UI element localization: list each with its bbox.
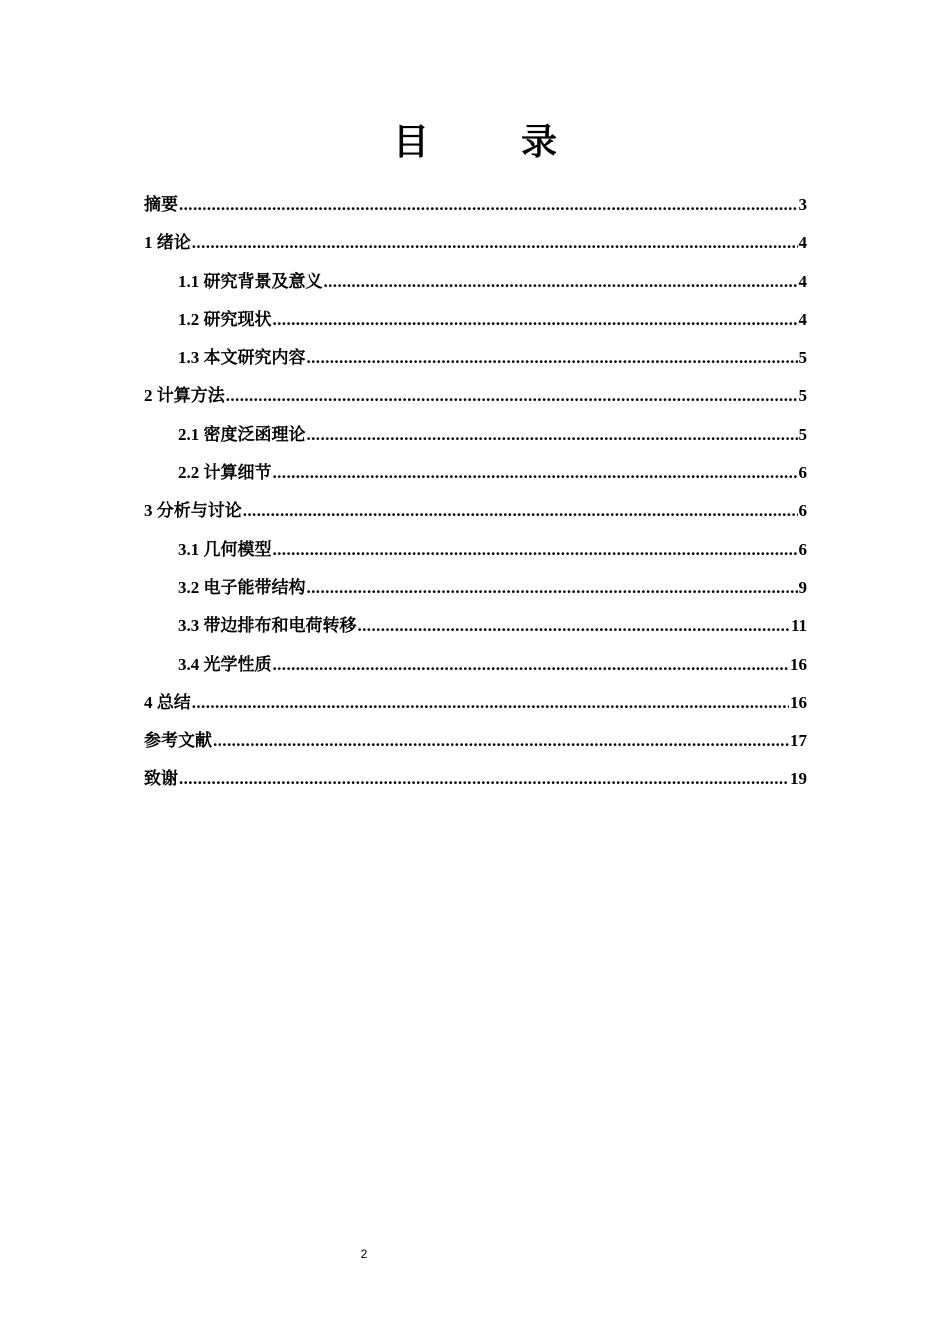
toc-entry[interactable] xyxy=(144,458,807,496)
toc-entry-label: 1 绪论 xyxy=(144,233,191,253)
toc-entry-label: 摘要 xyxy=(144,195,178,214)
toc-entry[interactable] xyxy=(144,496,807,534)
toc-entry-label: 2.2 计算细节 xyxy=(178,463,272,483)
toc-entry-page: 6 xyxy=(798,539,807,559)
toc-dot-leader xyxy=(358,616,790,636)
toc-entry-page: 3 xyxy=(798,195,807,214)
toc-dot-leader xyxy=(179,769,789,789)
toc-dot-leader xyxy=(226,386,798,406)
toc-entry[interactable] xyxy=(144,535,807,573)
toc-entry[interactable] xyxy=(144,228,807,266)
toc-entry[interactable] xyxy=(144,611,807,649)
toc-dot-leader xyxy=(192,693,789,713)
toc-entry-page: 4 xyxy=(798,271,807,291)
toc-entry-label: 参考文献 xyxy=(144,731,212,751)
toc-dot-leader xyxy=(307,578,798,598)
toc-dot-leader xyxy=(213,731,789,751)
toc-entry-page: 16 xyxy=(790,692,807,712)
toc-dot-leader xyxy=(307,425,798,445)
toc-entry-label: 3 分析与讨论 xyxy=(144,501,242,521)
toc-dot-leader xyxy=(273,540,798,560)
toc-dot-leader xyxy=(273,463,798,483)
toc-entry[interactable] xyxy=(144,343,807,381)
toc-entry-page: 4 xyxy=(798,233,807,253)
toc-dot-leader xyxy=(273,310,798,330)
toc-entry[interactable] xyxy=(144,573,807,611)
toc-dot-leader xyxy=(324,272,798,292)
toc-dot-leader xyxy=(179,195,798,215)
toc-entry-page: 11 xyxy=(790,616,807,636)
toc-entry[interactable] xyxy=(144,650,807,688)
toc-dot-leader xyxy=(307,348,798,368)
toc-entry-page: 5 xyxy=(798,424,807,444)
toc-entry-page: 6 xyxy=(798,501,807,521)
toc-entry-page: 17 xyxy=(790,731,807,751)
toc-entry-label: 4 总结 xyxy=(144,692,191,712)
toc-entry-page: 4 xyxy=(798,309,807,329)
toc-dot-leader xyxy=(243,501,798,521)
toc-entry-label: 3.1 几何模型 xyxy=(178,539,272,559)
toc-entry-label: 1.2 研究现状 xyxy=(178,309,272,329)
toc-entry-page: 5 xyxy=(798,348,807,368)
toc-entry-label: 2 计算方法 xyxy=(144,386,225,406)
page-number: 2 xyxy=(360,1247,368,1261)
toc-entry[interactable] xyxy=(144,190,807,228)
toc-entry[interactable] xyxy=(144,420,807,458)
toc-entry-label: 3.4 光学性质 xyxy=(178,654,272,674)
toc-entry-page: 19 xyxy=(790,769,807,789)
toc-entry[interactable] xyxy=(144,267,807,305)
toc-entry[interactable] xyxy=(144,726,807,764)
toc-entry[interactable] xyxy=(144,688,807,726)
toc-entry[interactable] xyxy=(144,305,807,343)
toc-entry-page: 6 xyxy=(798,463,807,483)
toc-entry-label: 1.1 研究背景及意义 xyxy=(178,271,323,291)
table-of-contents xyxy=(144,190,807,803)
toc-title: 目 录 xyxy=(392,122,585,162)
toc-entry-page: 5 xyxy=(798,386,807,406)
toc-entry-label: 3.3 带边排布和电荷转移 xyxy=(178,616,357,636)
toc-entry-label: 1.3 本文研究内容 xyxy=(178,348,306,368)
toc-entry[interactable] xyxy=(144,764,807,802)
toc-entry-label: 致谢 xyxy=(144,769,178,789)
toc-entry-page: 16 xyxy=(790,654,807,674)
toc-dot-leader xyxy=(192,233,798,253)
toc-dot-leader xyxy=(273,655,790,675)
toc-entry[interactable] xyxy=(144,381,807,419)
toc-entry-label: 3.2 电子能带结构 xyxy=(178,577,306,597)
toc-entry-label: 2.1 密度泛函理论 xyxy=(178,424,306,444)
toc-entry-page: 9 xyxy=(798,577,807,597)
